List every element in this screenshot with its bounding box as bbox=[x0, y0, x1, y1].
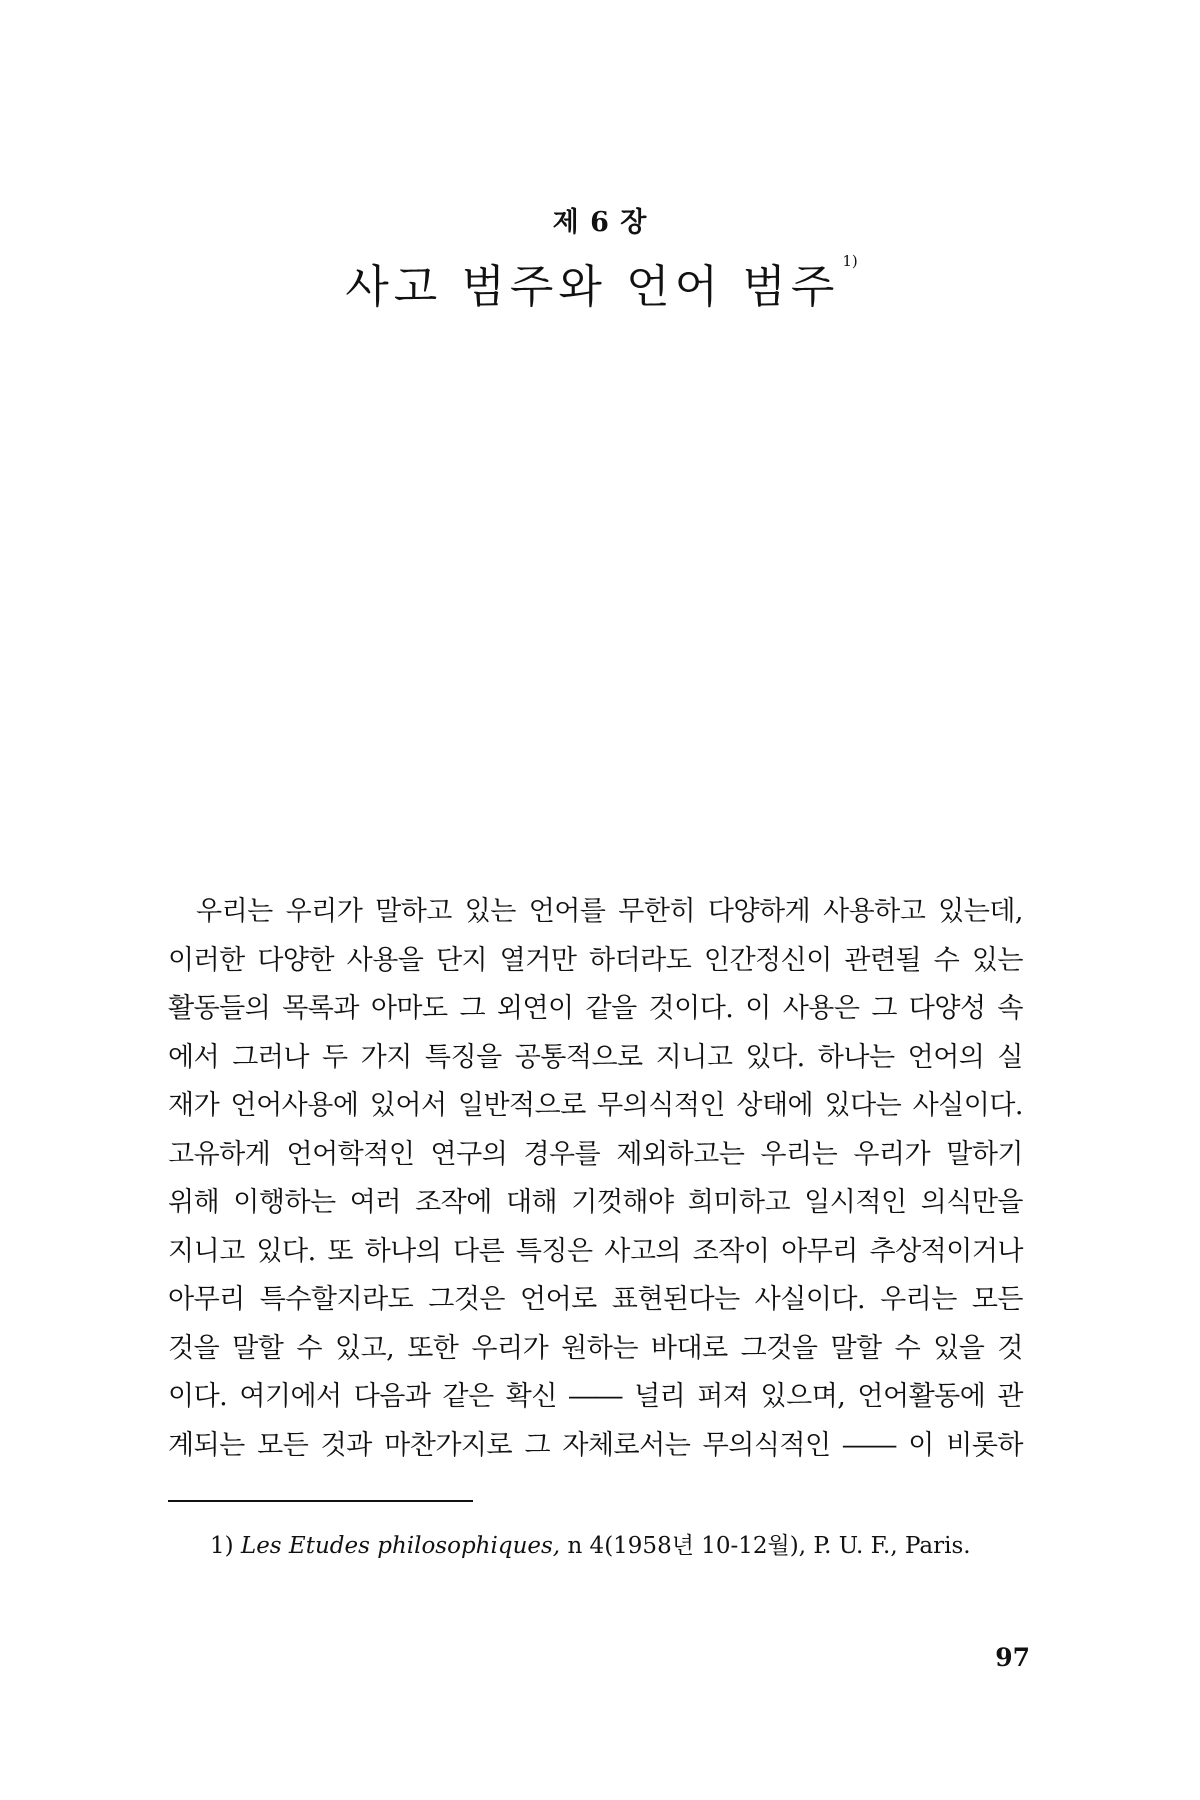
page-number: 97 bbox=[995, 1643, 1030, 1672]
footnote-marker: 1) bbox=[210, 1533, 234, 1559]
footnote-details: n 4(1958년 10-12월), P. U. F., Paris. bbox=[567, 1533, 971, 1559]
text-line: 아무리 특수할지라도 그것은 언어로 표현된다는 사실이다. 우리는 모든 bbox=[168, 1284, 1023, 1315]
footnote-source: Les Etudes philosophiques, bbox=[240, 1533, 561, 1559]
footnote-reference: 1) bbox=[842, 252, 858, 270]
text-line: 위해 이행하는 여러 조작에 대해 기껏해야 희미하고 일시적인 의식만을 bbox=[168, 1187, 1023, 1218]
chapter-title bbox=[0, 250, 1200, 315]
text-line: 이러한 다양한 사용을 단지 열거만 하더라도 인간정신이 관련될 수 있는 bbox=[168, 944, 1023, 976]
footnote-divider bbox=[168, 1500, 473, 1502]
text-line: 재가 언어사용에 있어서 일반적으로 무의식적인 상태에 있다는 사실이다. bbox=[168, 1090, 1023, 1121]
text-line: 이다. 여기에서 다음과 같은 확신 ―― 널리 퍼져 있으며, 언어활동에 관 bbox=[168, 1381, 1023, 1412]
chapter-title-text: 사고 범주와 언어 범주 bbox=[345, 260, 840, 313]
text-line: 우리는 우리가 말하고 있는 언어를 무한히 다양하게 사용하고 있는데, bbox=[196, 896, 1023, 927]
body-paragraph bbox=[168, 888, 1023, 1470]
text-line: 고유하게 언어학적인 연구의 경우를 제외하고는 우리는 우리가 말하기 bbox=[168, 1138, 1023, 1170]
text-line: 계되는 모든 것과 마찬가지로 그 자체로서는 무의식적인 ―― 이 비롯하 bbox=[168, 1429, 1023, 1461]
text-line: 것을 말할 수 있고, 또한 우리가 원하는 바대로 그것을 말할 수 있을 것 bbox=[168, 1332, 1023, 1364]
chapter-number: 제 6 장 bbox=[552, 207, 648, 238]
footnote bbox=[210, 1531, 1010, 1561]
text-line: 지니고 있다. 또 하나의 다른 특징은 사고의 조작이 아무리 추상적이거나 bbox=[168, 1235, 1023, 1267]
text-line: 에서 그러나 두 가지 특징을 공통적으로 지니고 있다. 하나는 언어의 실 bbox=[168, 1041, 1023, 1073]
text-line: 활동들의 목록과 아마도 그 외연이 같을 것이다. 이 사용은 그 다양성 속 bbox=[168, 993, 1023, 1024]
